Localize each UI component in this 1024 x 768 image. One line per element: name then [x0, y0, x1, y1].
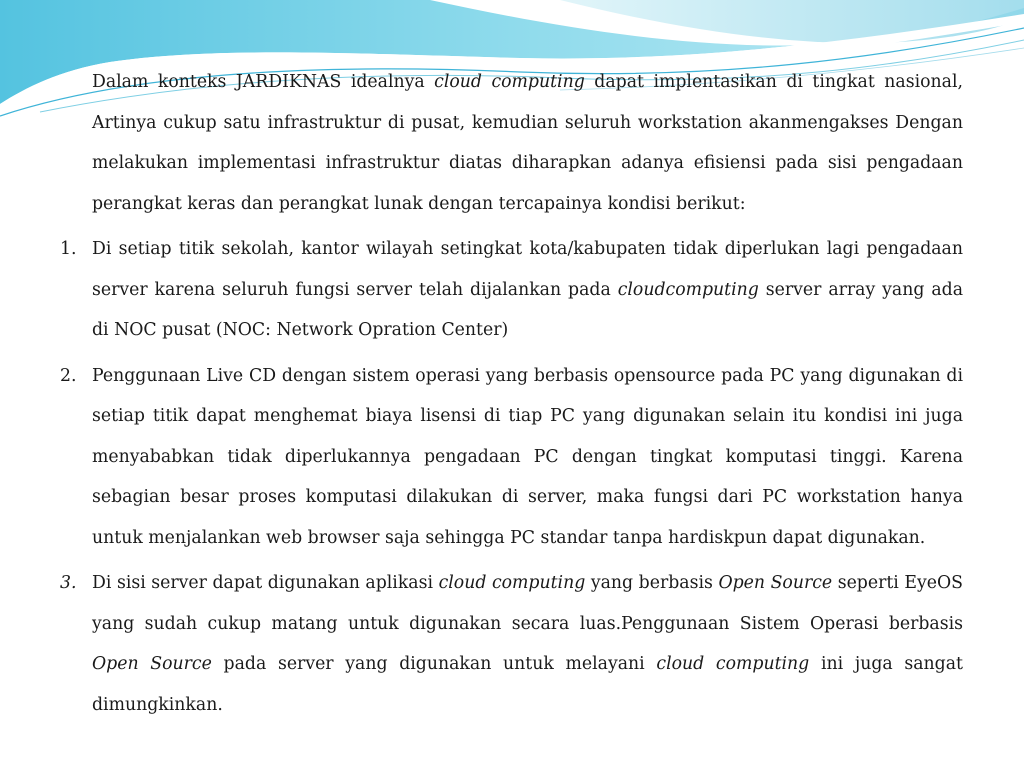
list-marker: 2.	[60, 365, 77, 386]
list-item-2	[60, 356, 963, 559]
body-text: Di setiap titik sekolah, kantor wilayah setingkat kota/kabupaten tidak diperlukan lagi pengadaan server karena seluruh fungsi server telah dijalankan pada	[92, 239, 963, 300]
list-marker: 1.	[60, 239, 77, 259]
emphasized-text: cloud computing	[438, 573, 586, 593]
body-text: server array yang ada di NOC pusat (NOC: Network Opration Center)	[92, 279, 964, 340]
intro-paragraph	[60, 62, 963, 224]
emphasized-text: cloud computing	[656, 654, 810, 674]
body-text: Penggunaan Live CD dengan sistem operasi yang berbasis opensource pada PC yang digunakan di setiap titik dapat menghemat biaya lisensi di tiap PC yang digunakan selain itu kondisi ini juga menyababkan tidak diperlukannya pengadaan PC dengan tingkat komputasi tinggi. Karena sebagian besar proses komputasi dilakukan di server, maka fungsi dari PC workstation hanya untuk menjalankan web browser saja sehingga PC standar tanpa hardiskpun dapat digunakan.	[92, 365, 963, 548]
body-text: pada server yang digunakan untuk melayani	[211, 654, 657, 674]
body-text: Dalam konteks JARDIKNAS idealnya	[92, 72, 435, 92]
list-item-3	[60, 563, 963, 725]
body-text: dapat implentasikan di tingkat nasional, Artinya cukup satu infrastruktur di pusat, kemudian seluruh workstation akanmengakses Dengan melakukan implementasi infrastruktur diatas diharapkan adanya efisiensi pada sisi pengadaan perangkat keras dan perangkat lunak dengan tercapainya kondisi berikut:	[92, 72, 963, 214]
list-marker: 3.	[60, 573, 77, 593]
emphasized-text: Open Source	[718, 573, 833, 593]
body-text: yang berbasis	[585, 573, 719, 593]
body-text: Di sisi server dapat digunakan aplikasi	[92, 573, 439, 593]
slide-body	[60, 62, 963, 730]
emphasized-text: cloudcomputing	[617, 279, 759, 300]
emphasized-text: cloud computing	[434, 72, 585, 92]
body-text: ini juga sangat dimungkinkan.	[92, 654, 963, 715]
body-text: seperti EyeOS yang sudah cukup matang untuk digunakan secara luas.Penggunaan Sistem Operasi berbasis	[92, 573, 964, 634]
emphasized-text: Open Source	[92, 654, 212, 674]
list-item-1	[60, 229, 963, 351]
